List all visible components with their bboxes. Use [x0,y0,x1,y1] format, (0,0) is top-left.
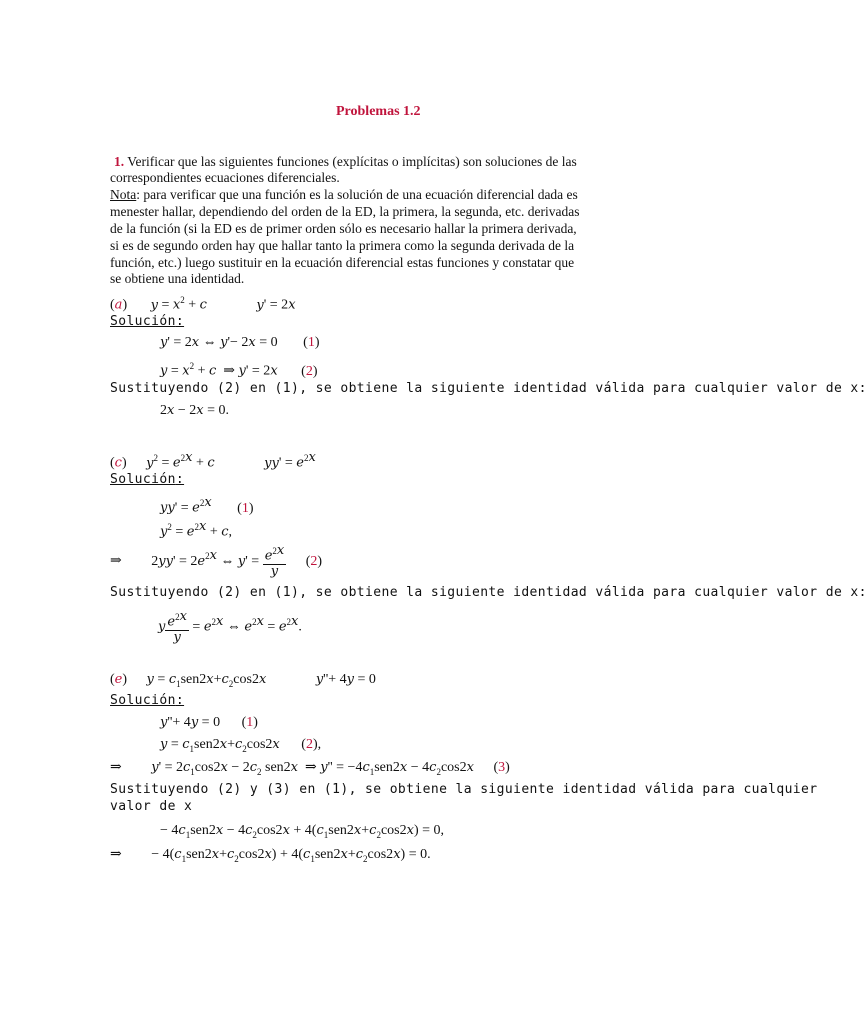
item-a-letter: a [114,297,123,313]
eq-c-1: $yy' = e^{2x}$ (1) [160,495,254,516]
eq-e-3: ⇒ $y' = 2c_1\cos 2x - 2c_2$ sen2x ⇒ $y'' = -4c_1sen2x - 4c_2\cos 2x$ (3) [110,760,510,777]
nota-line-4: si es de segundo orden hay que hallar tanto la primera como la segunda derivada de la [110,238,575,253]
nota-label: Nota [110,187,137,202]
eq-c-2: $y^2 = e^{2x} + c$, [160,519,232,540]
item-a-statement: (a) $y = x^2 + c$ y' = 2x [110,295,296,313]
identity-e-2: ⇒ − $4(c_1sen2x+c_2\cos 2x) + 4(c_1sen2x+c_2\cos 2x) = 0$. [110,847,431,864]
sust-e-text-2: valor de x [110,799,193,814]
eq-a-2: $y = x^2 + c$ ⇒ y' = 2x (2) [160,361,318,379]
nota-line-5: función, etc.) luego sustituir en la ecuación diferencial estas funciones y constatar que [110,255,575,270]
eq-e-1: y''+ 4y = 0 (1) [160,715,258,730]
solucion-c-label: Solución: [110,472,185,487]
item-c-statement: (c) $y^2 = e^{2x} + c$ $yy' = e^{2x}$ [110,450,316,471]
item-c-letter: c [114,455,122,471]
problem-number: 1. [114,154,125,169]
nota-line-1 [110,187,578,203]
problem-intro-line-2: correspondientes ecuaciones diferenciales. [110,170,340,185]
eq-a-1: y' = 2x ⇔ y'− 2x = 0 (1) [160,335,320,350]
nota-text-1: : para verificar que una función es la solución de una ecuación diferencial dada es [136,187,578,202]
problem-intro-line-1 [114,154,577,170]
item-e-letter: e [114,672,123,687]
sust-e-text-1: Sustituyendo (2) y (3) en (1), se obtiene la siguiente identidad válida para cualquier [110,782,818,797]
problem-intro-text: Verificar que las siguientes funciones (explícitas o implícitas) son soluciones de las [127,154,577,169]
nota-line-6: se obtiene una identidad. [110,271,245,286]
page-title: Problemas 1.2 [336,104,421,119]
item-e-statement: (e) $y = c_1sen2x+c_2\cos 2x$ y''+ 4y = 0 [110,672,376,689]
eq-e-2: $y = c_1sen2x+c_2\cos 2x$ (2), [160,737,322,754]
nota-line-2: menester hallar, dependiendo del orden de la ED, la primera, la segunda, etc. derivadas [110,204,580,219]
identity-e-1: − $4c_1sen2x - 4c_2\cos 2x + 4(c_1sen2x+c_2\cos 2x) = 0$, [160,823,445,840]
identity-c: y $\frac{e^{2x}}{y}$ = $e^{2x}$ ⇔ $e^{2x} = e^{2x}$. [158,609,302,645]
sust-c-text: Sustituyendo (2) en (1), se obtiene la siguiente identidad válida para cualquier valor de x: [110,585,867,600]
nota-line-3: de la función (si la ED es de primer orden sólo es necesario hallar la primera derivada, [110,221,577,236]
solucion-a-label: Solución: [110,314,185,329]
sust-a-text: Sustituyendo (2) en (1), se obtiene la siguiente identidad válida para cualquier valor de x: [110,381,867,396]
identity-a: 2x − 2x = 0. [160,403,229,418]
eq-c-3: ⇒ $2yy' = 2e^{2x}$ ⇔ y' = $\frac{e^{2x}}{y}$ (2) [110,543,323,579]
solucion-e-label: Solución: [110,693,185,708]
